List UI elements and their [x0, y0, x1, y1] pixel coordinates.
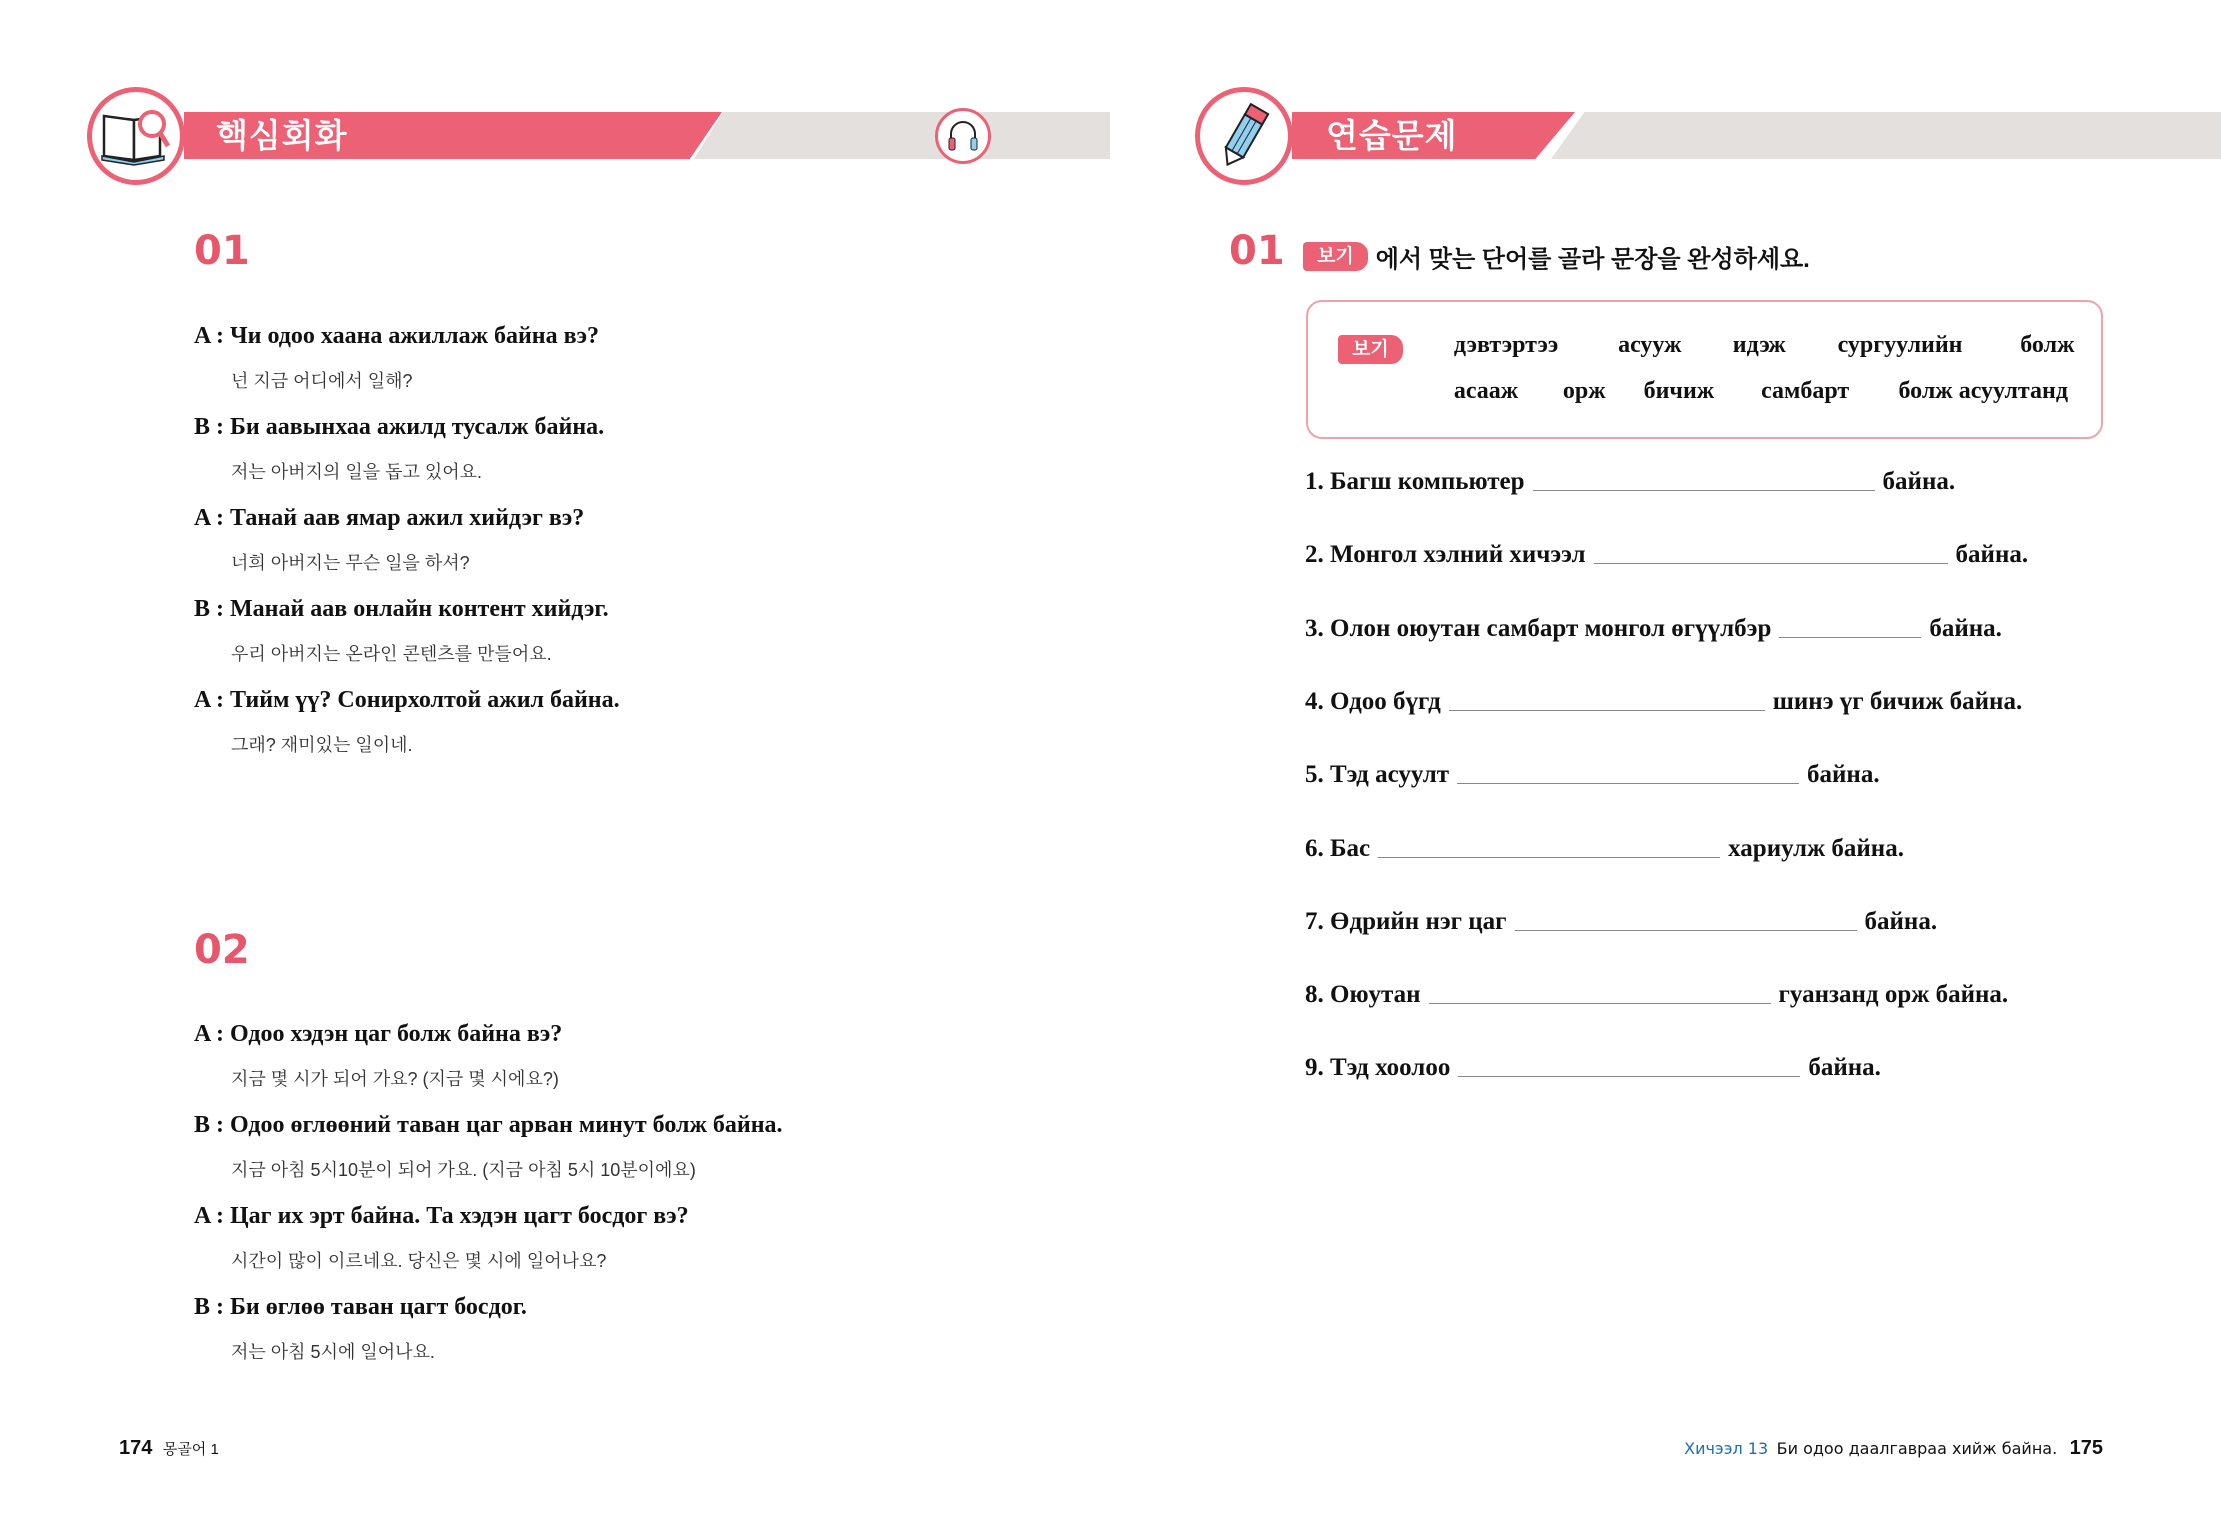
dialogue-translation: 저는 아버지의 일을 돕고 있어요.	[231, 462, 483, 482]
item-ending: гуанзанд орж байна.	[1778, 981, 2009, 1009]
answer-blank[interactable]	[1594, 562, 1948, 564]
section-number: 02	[194, 927, 250, 973]
item-ending: байна.	[1929, 614, 2002, 642]
item-ending: байна.	[1882, 468, 1956, 495]
item-prompt: 4. Одоо бүгд	[1305, 687, 1441, 715]
dialogue-translation: 너희 아버지는 무슨 일을 하셔?	[231, 553, 470, 573]
dialogue-line: B : Одоо өглөөний таван цаг арван минут болж байна.	[194, 1112, 783, 1138]
exercise-item	[1305, 1054, 1881, 1082]
exercise-instruction	[1303, 239, 1810, 274]
dialogue-translation: 우리 아버지는 온라인 콘텐츠를 만들어요.	[231, 644, 552, 664]
dialogue-line: A : Цаг их эрт байна. Та хэдэн цагт босдог вэ?	[194, 1203, 689, 1229]
word-option: болж асуултанд	[1898, 378, 2068, 404]
dialogue-line: A : Тийм үү? Сонирхолтой ажил байна.	[194, 687, 620, 713]
item-ending: байна.	[1955, 541, 2029, 569]
item-prompt: 3. Олон оюутан самбарт монгол өгүүлбэр	[1305, 614, 1772, 642]
dialogue-translation: 그래? 재미있는 일이네.	[231, 735, 413, 755]
item-ending: шинэ үг бичиж байна.	[1772, 687, 2023, 715]
exercise-item	[1305, 981, 2008, 1009]
dialogue-01	[194, 315, 620, 770]
exercise-item	[1305, 615, 2002, 643]
exercise-item	[1305, 468, 1955, 496]
word-option: орж	[1562, 378, 1606, 404]
answer-blank[interactable]	[1779, 636, 1921, 638]
item-ending: байна.	[1864, 907, 1938, 935]
dialogue-line: A : Чи одоо хаана ажиллаж байна вэ?	[194, 323, 599, 349]
answer-blank[interactable]	[1533, 489, 1875, 491]
dialogue-02	[194, 1013, 783, 1377]
item-prompt: 5. Тэд асуулт	[1305, 761, 1450, 789]
instruction-text: 에서 맞는 단어를 골라 문장을 완성하세요.	[1375, 246, 1810, 273]
word-box	[1306, 300, 2103, 439]
book-title: 몽골어 1	[162, 1441, 219, 1458]
dialogue-translation: 지금 아침 5시10분이 되어 가요. (지금 아침 5시 10분이에요)	[231, 1160, 696, 1180]
dialogue-line: A : Одоо хэдэн цаг болж байна вэ?	[194, 1021, 563, 1047]
item-prompt: 1. Багш компьютер	[1305, 468, 1525, 495]
lesson-label: Хичээл 13	[1684, 1439, 1769, 1458]
lesson-title: Би одоо даалгавраа хийж байна.	[1776, 1439, 2058, 1458]
item-ending: байна.	[1807, 761, 1880, 789]
exercise-item	[1305, 908, 1937, 936]
right-footer	[1684, 1437, 2103, 1460]
word-box-badge: 보기	[1338, 335, 1403, 364]
word-option: бичиж	[1643, 378, 1715, 404]
word-option: асааж	[1453, 378, 1519, 404]
item-ending: байна.	[1808, 1054, 1881, 1082]
item-ending: хариулж байна.	[1728, 834, 1904, 862]
left-footer	[119, 1437, 219, 1460]
right-header-title: 연습문제	[1326, 117, 1458, 154]
dialogue-line: B : Би өглөө таван цагт босдог.	[194, 1294, 527, 1320]
exercise-item	[1305, 835, 1904, 863]
left-header-title: 핵심회화	[216, 117, 348, 154]
pencil-icon	[1195, 87, 1293, 185]
dialogue-translation: 시간이 많이 이르네요. 당신은 몇 시에 일어나요?	[231, 1251, 607, 1271]
right-header-gray-band	[1551, 112, 2221, 159]
item-prompt: 2. Монгол хэлний хичээл	[1305, 541, 1586, 569]
dialogue-translation: 지금 몇 시가 되어 가요? (지금 몇 시에요?)	[231, 1069, 559, 1089]
answer-blank[interactable]	[1429, 1002, 1771, 1004]
answer-blank[interactable]	[1458, 1075, 1800, 1077]
exercise-item	[1305, 541, 2028, 569]
page-number: 174	[119, 1437, 153, 1459]
answer-blank[interactable]	[1457, 782, 1799, 784]
dialogue-line: B : Би аавынхаа ажилд тусалж байна.	[194, 414, 605, 440]
dialogue-translation: 저는 아침 5시에 일어나요.	[231, 1342, 435, 1362]
exercise-number: 01	[1229, 228, 1285, 274]
answer-blank[interactable]	[1378, 856, 1720, 858]
item-prompt: 9. Тэд хоолоо	[1305, 1054, 1451, 1082]
section-number: 01	[194, 228, 250, 274]
word-option: сургуулийн	[1837, 332, 1963, 358]
item-prompt: 8. Оюутан	[1305, 981, 1421, 1009]
exercise-item	[1305, 688, 2022, 716]
word-option: асууж	[1618, 332, 1682, 358]
answer-blank[interactable]	[1515, 929, 1857, 931]
example-badge: 보기	[1303, 242, 1368, 271]
word-option: идэж	[1732, 332, 1786, 358]
word-option: болж	[2020, 332, 2075, 358]
page-number: 175	[2069, 1437, 2103, 1459]
word-option: дэвтэртээ	[1453, 332, 1559, 358]
left-header-gray-band	[694, 112, 1110, 159]
dialogue-line: A : Танай аав ямар ажил хийдэг вэ?	[194, 505, 585, 531]
headphones-icon[interactable]	[935, 108, 991, 164]
book-magnifier-icon	[87, 87, 185, 185]
item-prompt: 6. Бас	[1305, 834, 1371, 862]
dialogue-translation: 넌 지금 어디에서 일해?	[231, 371, 413, 391]
answer-blank[interactable]	[1449, 709, 1765, 711]
item-prompt: 7. Өдрийн нэг цаг	[1305, 907, 1507, 935]
word-option: самбарт	[1761, 378, 1850, 404]
exercise-item	[1305, 761, 1880, 789]
dialogue-line: B : Манай аав онлайн контент хийдэг.	[194, 596, 609, 622]
